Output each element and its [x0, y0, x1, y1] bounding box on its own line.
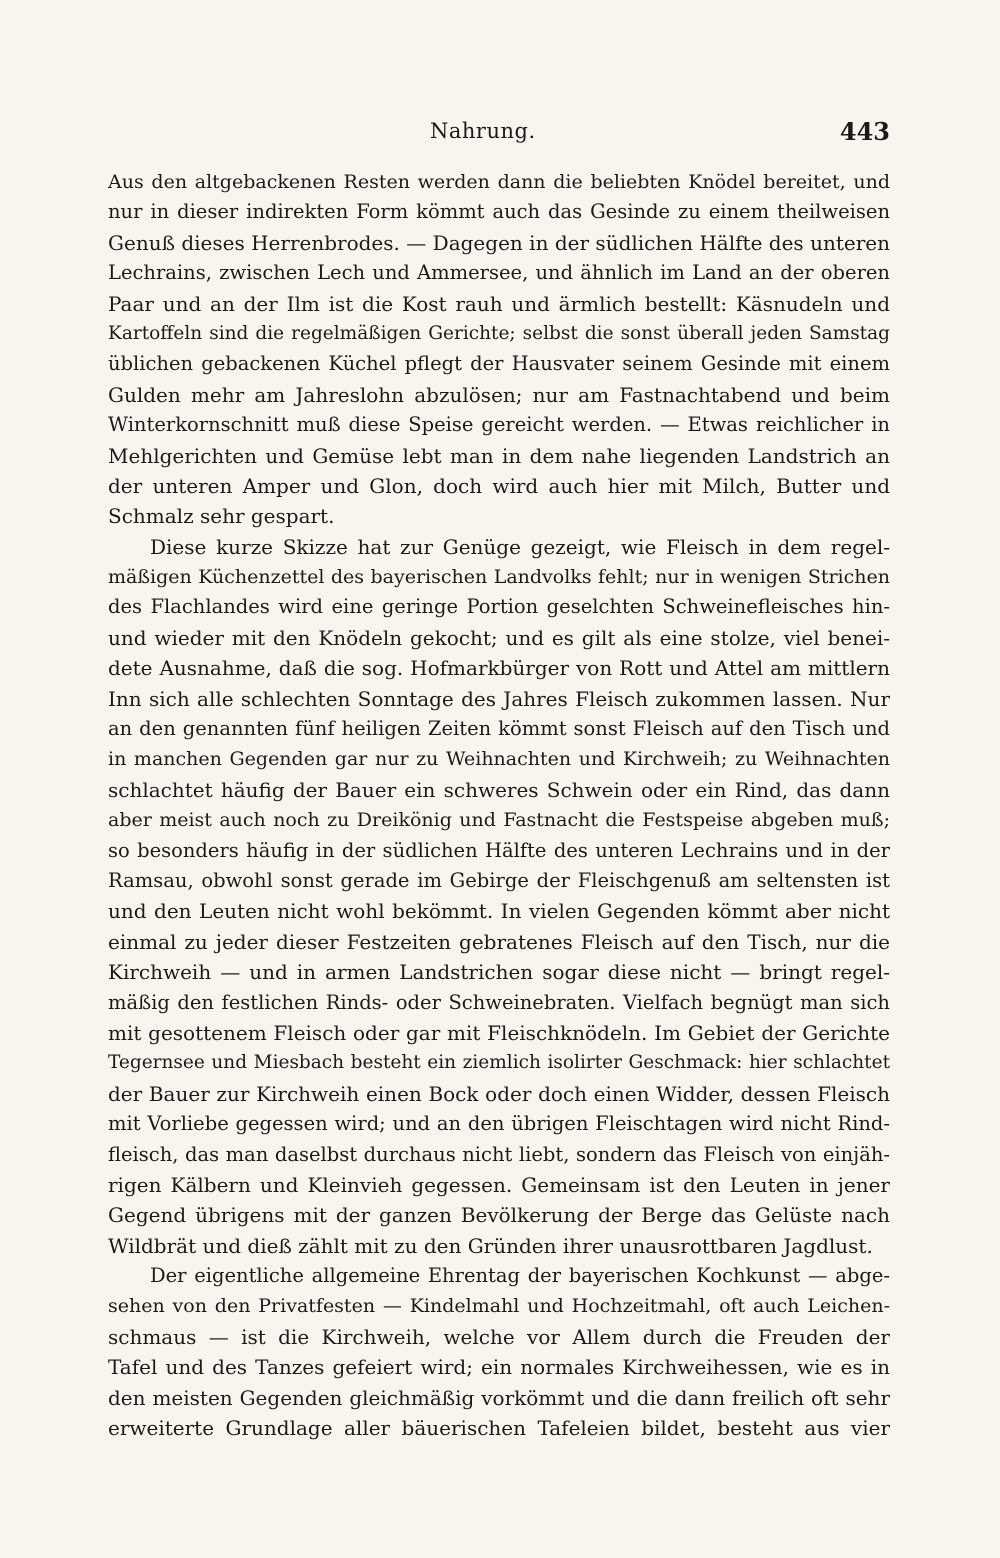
text-line: so besonders häufig in der südlichen Hälfte des unteren Lechrains und in der — [108, 838, 890, 862]
text-line: mit gesottenem Fleisch oder gar mit Fleischknödeln. Im Gebiet der Gerichte — [108, 1020, 890, 1045]
text-line: Wildbrät und dieß zählt mit zu den Gründen ihrer unausrottbaren Jagdlust. — [108, 1233, 873, 1258]
text-line: Gegend übrigens mit der ganzen Bevölkerung der Berge das Gelüste nach — [108, 1203, 890, 1228]
text-line: üblichen gebackenen Küchel pflegt der Hausvater seinem Gesinde mit einem — [108, 352, 890, 376]
text-line: aber meist auch noch zu Dreikönig und Fastnacht die Festspeise abgeben muß; — [108, 809, 890, 832]
text-line: an den genannten fünf heiligen Zeiten kömmt sonst Fleisch auf den Tisch und — [108, 717, 890, 741]
text-line: fleisch, das man daselbst durchaus nicht liebt, sondern das Fleisch von einjäh- — [108, 1142, 890, 1166]
text-line: Gulden mehr am Jahreslohn abzulösen; nur am Fastnachtabend und beim — [108, 382, 890, 407]
text-line: schlachtet häufig der Bauer ein schweres Schwein oder ein Rind, das dann — [108, 777, 890, 802]
body-text — [108, 167, 890, 1443]
text-line: Schmalz sehr gespart. — [108, 504, 335, 529]
text-line: der unteren Amper und Glon, doch wird auch hier mit Milch, Butter und — [108, 473, 890, 498]
paragraph — [108, 1261, 890, 1443]
text-line: einmal zu jeder dieser Festzeiten gebratenes Fleisch auf den Tisch, nur die — [108, 929, 890, 954]
text-line: Genuß dieses Herrenbrodes. — Dagegen in der südlichen Hälfte des unteren — [108, 230, 890, 255]
text-line: rigen Kälbern und Kleinvieh gegessen. Gemeinsam ist den Leuten in jener — [108, 1172, 890, 1197]
text-line: mäßig den festlichen Rinds- oder Schweinebraten. Vielfach begnügt man sich — [108, 990, 890, 1014]
text-line: des Flachlandes wird eine geringe Portion geselchten Schweinefleisches hin- — [108, 595, 890, 619]
text-line: mäßigen Küchenzettel des bayerischen Landvolks fehlt; nur in wenigen Strichen — [108, 566, 890, 589]
text-line: Tegernsee und Miesbach besteht ein ziemlich isolirter Geschmack: hier schlachtet — [108, 1052, 890, 1074]
paragraph — [108, 167, 890, 532]
text-line: Inn sich alle schlechten Sonntage des Jahres Fleisch zukommen lassen. Nur — [108, 686, 890, 711]
text-line: Paar und an der Ilm ist die Kost rauh und ärmlich bestellt: Käsnudeln und — [108, 291, 890, 316]
text-line: Ramsau, obwohl sonst gerade im Gebirge der Fleischgenuß am seltensten ist — [108, 868, 890, 892]
text-line: und wieder mit den Knödeln gekocht; und es gilt als eine stolze, viel benei- — [108, 625, 890, 650]
paragraph — [108, 532, 890, 1261]
text-line: Aus den altgebackenen Resten werden dann die beliebten Knödel bereitet, und — [108, 171, 890, 193]
running-head — [108, 117, 890, 149]
text-line: Diese kurze Skizze hat zur Genüge gezeigt, wie Fleisch in dem regel- — [150, 534, 890, 559]
text-line: dete Ausnahme, daß die sog. Hofmarkbürger von Rott und Attel am mittlern — [108, 656, 890, 681]
text-line: Kartoffeln sind die regelmäßigen Gerichte; selbst die sonst überall jeden Samstag — [108, 322, 890, 344]
chapter-title: Nahrung. — [430, 119, 536, 143]
text-line: in manchen Gegenden gar nur zu Weihnachten und Kirchweih; zu Weihnachten — [108, 748, 890, 771]
text-line: Mehlgerichten und Gemüse lebt man in dem nahe liegenden Landstrich an — [108, 443, 890, 468]
text-line: sehen von den Privatfesten — Kindelmahl und Hochzeitmahl, oft auch Leichen- — [108, 1295, 890, 1318]
text-line: mit Vorliebe gegessen wird; und an den übrigen Fleischtagen wird nicht Rind- — [108, 1112, 890, 1136]
text-line: der Bauer zur Kirchweih einen Bock oder doch einen Widder, dessen Fleisch — [108, 1081, 890, 1106]
text-line: nur in dieser indirekten Form kömmt auch das Gesinde zu einem theilweisen — [108, 200, 890, 224]
text-line: Der eigentliche allgemeine Ehrentag der bayerischen Kochkunst — abge- — [150, 1264, 890, 1288]
page-number: 443 — [839, 117, 890, 146]
text-line: Lechrains, zwischen Lech und Ammersee, und ähnlich im Land an der oberen — [108, 261, 890, 285]
text-line: schmaus — ist die Kirchweih, welche vor Allem durch die Freuden der — [108, 1324, 890, 1349]
text-line: und den Leuten nicht wohl bekömmt. In vielen Gegenden kömmt aber nicht — [108, 899, 890, 924]
text-line: den meisten Gegenden gleichmäßig vorkömmt und die dann freilich oft sehr — [108, 1385, 890, 1410]
text-line: Kirchweih — und in armen Landstrichen sogar diese nicht — bringt regel- — [108, 960, 890, 985]
text-line: Winterkornschnitt muß diese Speise gereicht werden. — Etwas reichlicher in — [108, 413, 890, 437]
text-line: Tafel und des Tanzes gefeiert wird; ein normales Kirchweihessen, wie es in — [108, 1355, 890, 1380]
text-line: erweiterte Grundlage aller bäuerischen Tafeleien bildet, besteht aus vier — [108, 1416, 890, 1441]
